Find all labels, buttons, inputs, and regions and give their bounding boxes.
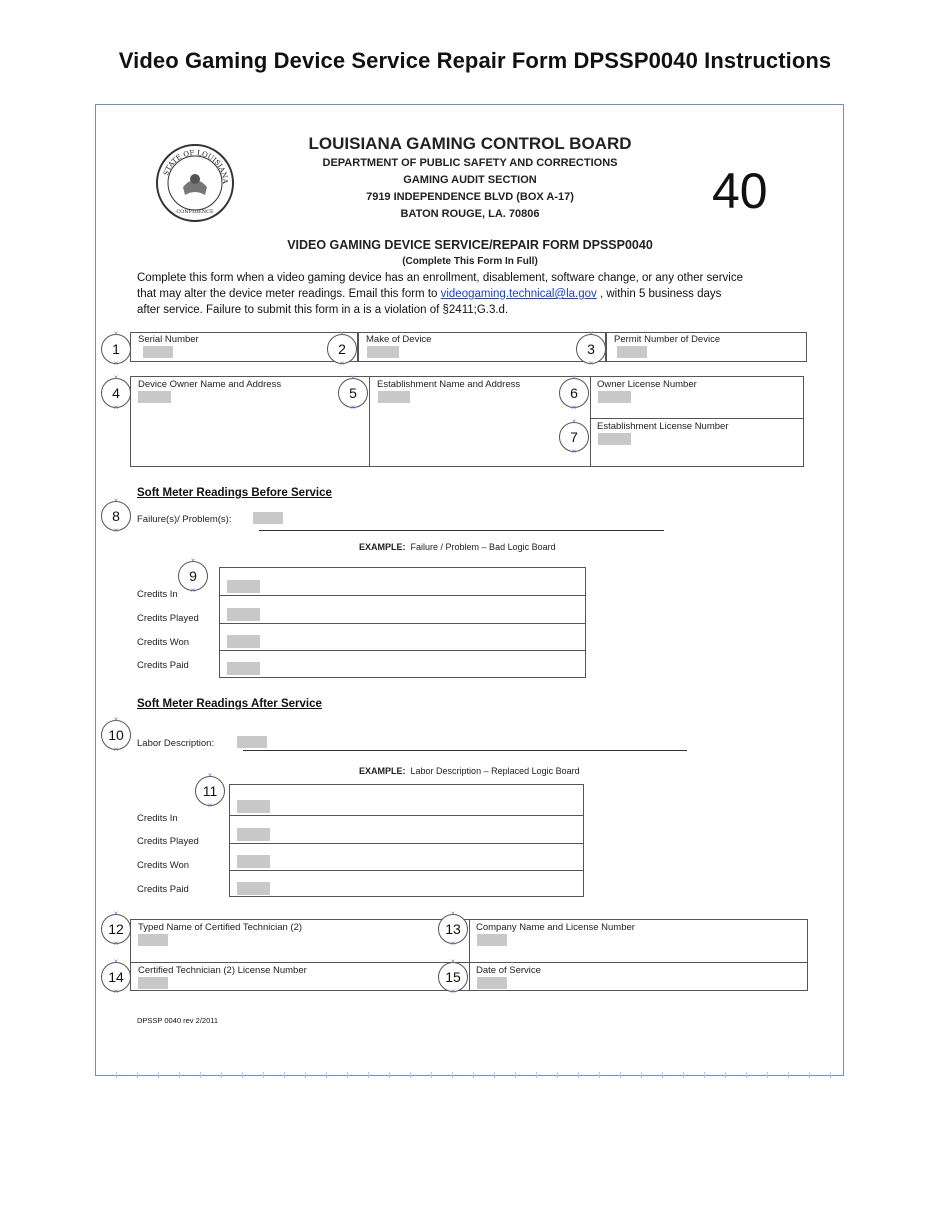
credits-won-label-after: Credits Won — [137, 860, 190, 871]
footer-revision: DPSSP 0040 rev 2/2011 — [137, 1016, 219, 1025]
owner-license-box — [590, 376, 804, 419]
credits-paid-after-field[interactable] — [237, 882, 270, 895]
credits-in-label: Credits In — [137, 589, 178, 600]
tech-license-field[interactable] — [138, 977, 168, 989]
marker-14: × 14 × — [101, 962, 131, 992]
address-line-2: BATON ROUGE, LA. 70806 — [400, 208, 540, 220]
permit-number-label: Permit Number of Device — [614, 334, 721, 345]
marker-12: × 12 × — [101, 914, 131, 944]
credits-won-before-field[interactable] — [227, 635, 260, 648]
make-of-device-field[interactable] — [367, 346, 399, 358]
meters-after-table — [229, 784, 584, 897]
establishment-field[interactable] — [378, 391, 410, 403]
credits-played-after-field[interactable] — [237, 828, 270, 841]
marker-9: × 9 × — [178, 561, 208, 591]
company-box — [469, 919, 808, 963]
establishment-label: Establishment Name and Address — [377, 379, 521, 390]
est-license-field[interactable] — [598, 433, 631, 445]
instruction-line-3: after service. Failure to submit this form in a is a violation of §2411;G.3.d. — [137, 304, 509, 316]
credits-played-before-field[interactable] — [227, 608, 260, 621]
credits-paid-before-field[interactable] — [227, 662, 260, 675]
row-divider — [220, 650, 585, 651]
form-number: 40 — [712, 163, 768, 219]
tech-license-label: Certified Technician (2) License Number — [138, 965, 307, 976]
marker-1: × 1 × — [101, 334, 131, 364]
ruler-ticks — [96, 1072, 843, 1078]
marker-11: × 11 × — [195, 776, 225, 806]
establishment-box — [369, 376, 591, 467]
serial-number-field[interactable] — [143, 346, 173, 358]
permit-number-box — [606, 332, 807, 362]
serial-number-label: Serial Number — [138, 334, 199, 345]
failure-field[interactable] — [253, 512, 283, 524]
failure-label: Failure(s)/ Problem(s): — [137, 514, 232, 525]
svg-text:CONFIDENCE: CONFIDENCE — [176, 209, 214, 215]
labor-field[interactable] — [237, 736, 267, 748]
marker-6: × 6 × — [559, 378, 589, 408]
date-box — [469, 962, 808, 991]
owner-license-label: Owner License Number — [597, 379, 697, 390]
after-service-heading: Soft Meter Readings After Service — [137, 698, 322, 710]
date-label: Date of Service — [476, 965, 541, 976]
email-link[interactable]: videogaming.technical@la.gov — [440, 288, 597, 300]
date-field[interactable] — [477, 977, 507, 989]
marker-3: × 3 × — [576, 334, 606, 364]
instruction-text: that may alter the device meter readings. Email this form to — [137, 288, 441, 300]
row-divider — [230, 870, 583, 871]
section-name: GAMING AUDIT SECTION — [403, 174, 537, 186]
permit-number-field[interactable] — [617, 346, 647, 358]
example-before — [359, 542, 556, 552]
marker-8: × 8 × — [101, 501, 131, 531]
marker-10: × 10 × — [101, 720, 131, 750]
tech-license-box — [130, 962, 470, 991]
make-of-device-label: Make of Device — [366, 334, 432, 345]
form-title: VIDEO GAMING DEVICE SERVICE/REPAIR FORM DPSSP0040 — [287, 238, 653, 252]
instruction-line-2 — [137, 288, 721, 300]
owner-license-field[interactable] — [598, 391, 631, 403]
company-field[interactable] — [477, 934, 507, 946]
example-label: EXAMPLE: — [359, 542, 406, 552]
credits-played-label-after: Credits Played — [137, 836, 199, 847]
row-divider — [220, 623, 585, 624]
org-name: LOUISIANA GAMING CONTROL BOARD — [308, 134, 632, 153]
instruction-line-1: Complete this form when a video gaming device has an enrollment, disablement, software change, or any other service — [137, 272, 743, 284]
page-title: Video Gaming Device Service Repair Form DPSSP0040 Instructions — [118, 48, 832, 73]
tech-name-label: Typed Name of Certified Technician (2) — [138, 922, 303, 933]
credits-paid-label: Credits Paid — [137, 660, 189, 671]
marker-5: × 5 × — [338, 378, 368, 408]
svg-text:STATE OF LOUISIANA: STATE OF LOUISIANA — [162, 148, 230, 184]
credits-played-label: Credits Played — [137, 613, 199, 624]
credits-paid-label-after: Credits Paid — [137, 884, 189, 895]
credits-won-after-field[interactable] — [237, 855, 270, 868]
labor-label: Labor Description: — [137, 738, 215, 749]
marker-7: × 7 × — [559, 422, 589, 452]
louisiana-state-seal-icon — [155, 143, 235, 223]
make-of-device-box — [358, 332, 606, 362]
row-divider — [230, 843, 583, 844]
owner-box — [130, 376, 370, 467]
tech-name-box — [130, 919, 470, 963]
labor-underline — [243, 750, 687, 751]
example-after — [359, 766, 580, 776]
address-line-1: 7919 INDEPENDENCE BLVD (BOX A-17) — [366, 191, 574, 203]
tech-name-field[interactable] — [138, 934, 168, 946]
form-subtitle: (Complete This Form In Full) — [402, 256, 538, 267]
row-divider — [230, 815, 583, 816]
before-service-heading: Soft Meter Readings Before Service — [137, 487, 332, 499]
marker-15: × 15 × — [438, 962, 468, 992]
est-license-label: Establishment License Number — [597, 421, 729, 432]
example-after-text: Labor Description – Replaced Logic Board — [410, 766, 580, 776]
failure-underline — [259, 530, 664, 531]
owner-label: Device Owner Name and Address — [138, 379, 282, 390]
credits-in-label-after: Credits In — [137, 813, 178, 824]
est-license-box — [590, 418, 804, 467]
credits-won-label: Credits Won — [137, 637, 190, 648]
meters-before-table — [219, 567, 586, 678]
credits-in-before-field[interactable] — [227, 580, 260, 593]
serial-number-box — [130, 332, 358, 362]
credits-in-after-field[interactable] — [237, 800, 270, 813]
marker-4: × 4 × — [101, 378, 131, 408]
marker-13: × 13 × — [438, 914, 468, 944]
owner-field[interactable] — [138, 391, 171, 403]
instruction-text-end: , within 5 business days — [596, 288, 722, 300]
row-divider — [220, 595, 585, 596]
marker-2: × 2 × — [327, 334, 357, 364]
example-before-text: Failure / Problem – Bad Logic Board — [410, 542, 556, 552]
example-label: EXAMPLE: — [359, 766, 406, 776]
company-label: Company Name and License Number — [476, 922, 635, 933]
dept-name: DEPARTMENT OF PUBLIC SAFETY AND CORRECTIONS — [322, 157, 618, 169]
